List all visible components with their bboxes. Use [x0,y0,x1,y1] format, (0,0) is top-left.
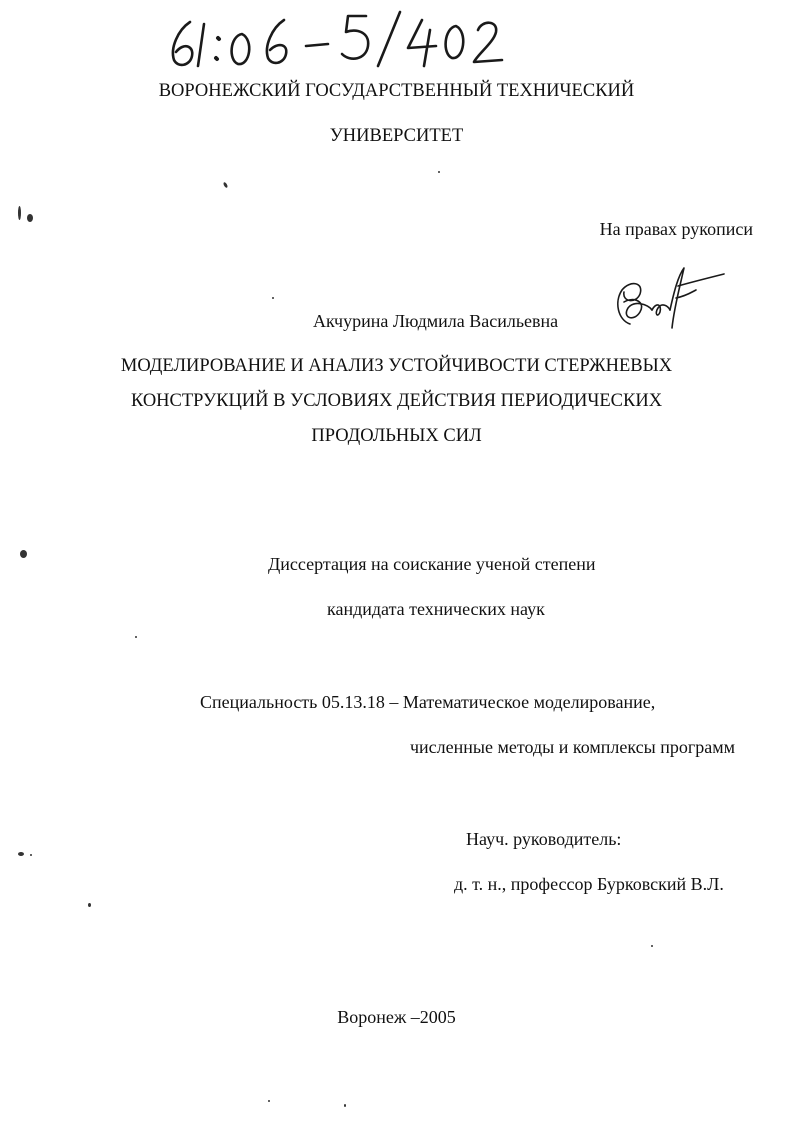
author-name: Акчурина Людмила Васильевна [313,311,559,331]
handwritten-archive-number [160,8,520,70]
scan-speck [30,854,32,856]
scan-speck [268,1100,270,1102]
advisor-name: д. т. н., профессор Бурковский В.Л. [454,874,724,894]
specialty-line-1: Специальность 05.13.18 – Математическое моделирование, [200,692,656,712]
degree-line-2: кандидата технических наук [327,599,545,619]
specialty-line-2: численные методы и комплексы программ [410,737,736,757]
scan-speck [18,206,21,220]
scan-speck [88,903,91,907]
manuscript-note: На правах рукописи [599,219,753,239]
title-line-2: КОНСТРУКЦИЙ В УСЛОВИЯХ ДЕЙСТВИЯ ПЕРИОДИЧЕСКИХ [130,391,663,411]
author-signature [600,262,730,332]
degree-line-1: Диссертация на соискание ученой степени [268,554,596,574]
scan-speck [223,182,229,189]
institution-line-1: ВОРОНЕЖСКИЙ ГОСУДАРСТВЕННЫЙ ТЕХНИЧЕСКИЙ [158,81,635,101]
scan-speck [344,1104,346,1107]
title-line-3: ПРОДОЛЬНЫХ СИЛ [311,426,482,446]
scan-speck [18,852,24,856]
title-line-1: МОДЕЛИРОВАНИЕ И АНАЛИЗ УСТОЙЧИВОСТИ СТЕРЖНЕВЫХ [120,356,673,376]
scan-speck [27,214,33,222]
scan-speck [438,171,440,173]
advisor-label: Науч. руководитель: [466,829,622,849]
scan-speck [135,636,137,638]
scan-speck [20,550,27,558]
scan-speck [272,297,274,299]
scan-speck [651,945,653,947]
institution-line-2: УНИВЕРСИТЕТ [329,126,464,146]
city-year: Воронеж –2005 [337,1007,456,1027]
